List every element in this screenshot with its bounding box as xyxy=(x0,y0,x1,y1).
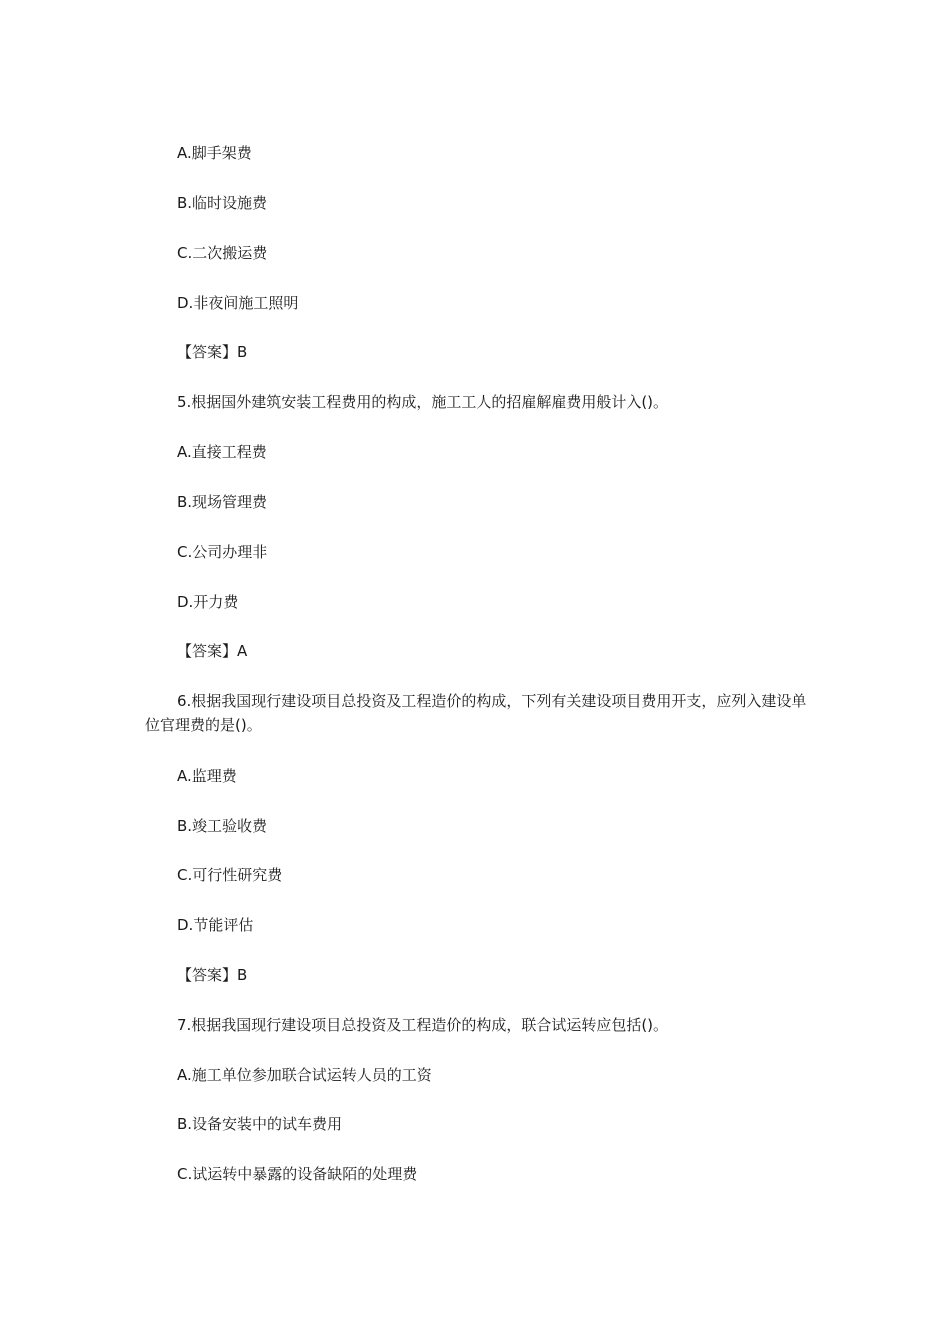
q7-option-a: A.施工单位参加联合试运转人员的工资 xyxy=(177,1066,432,1084)
q5-stem: 5.根据国外建筑安装工程费用的构成，施工工人的招雇解雇费用般计入()。 xyxy=(177,393,669,411)
q5-option-c: C.公司办理非 xyxy=(177,543,268,561)
q5-option-d: D.开力费 xyxy=(177,593,239,611)
q6-option-b: B.竣工验收费 xyxy=(177,817,268,835)
q5-option-b: B.现场管理费 xyxy=(177,493,268,511)
q4-option-c: C.二次搬运费 xyxy=(177,244,268,262)
q5-answer: 【答案】A xyxy=(177,642,248,660)
q4-option-a: A.脚手架费 xyxy=(177,144,252,162)
q4-option-d: D.非夜间施工照明 xyxy=(177,294,299,312)
q7-stem: 7.根据我国现行建设项目总投资及工程造价的构成，联合试运转应包括()。 xyxy=(177,1016,669,1034)
q7-option-c: C.试运转中暴露的设备缺陌的处理费 xyxy=(177,1165,418,1183)
q6-option-c: C.可行性研究费 xyxy=(177,866,283,884)
q4-answer: 【答案】B xyxy=(177,343,248,361)
q6-option-a: A.监理费 xyxy=(177,767,237,785)
q5-option-a: A.直接工程费 xyxy=(177,443,267,461)
q6-stem: 6.根据我国现行建设项目总投资及工程造价的构成，下列有关建设项目费用开支，应列入建设单位官理费的是()。 xyxy=(145,692,807,734)
q4-option-b: B.临时设施费 xyxy=(177,194,268,212)
q6-answer: 【答案】B xyxy=(177,966,248,984)
q6-option-d: D.节能评估 xyxy=(177,916,254,934)
q7-option-b: B.设备安装中的试车费用 xyxy=(177,1115,343,1133)
